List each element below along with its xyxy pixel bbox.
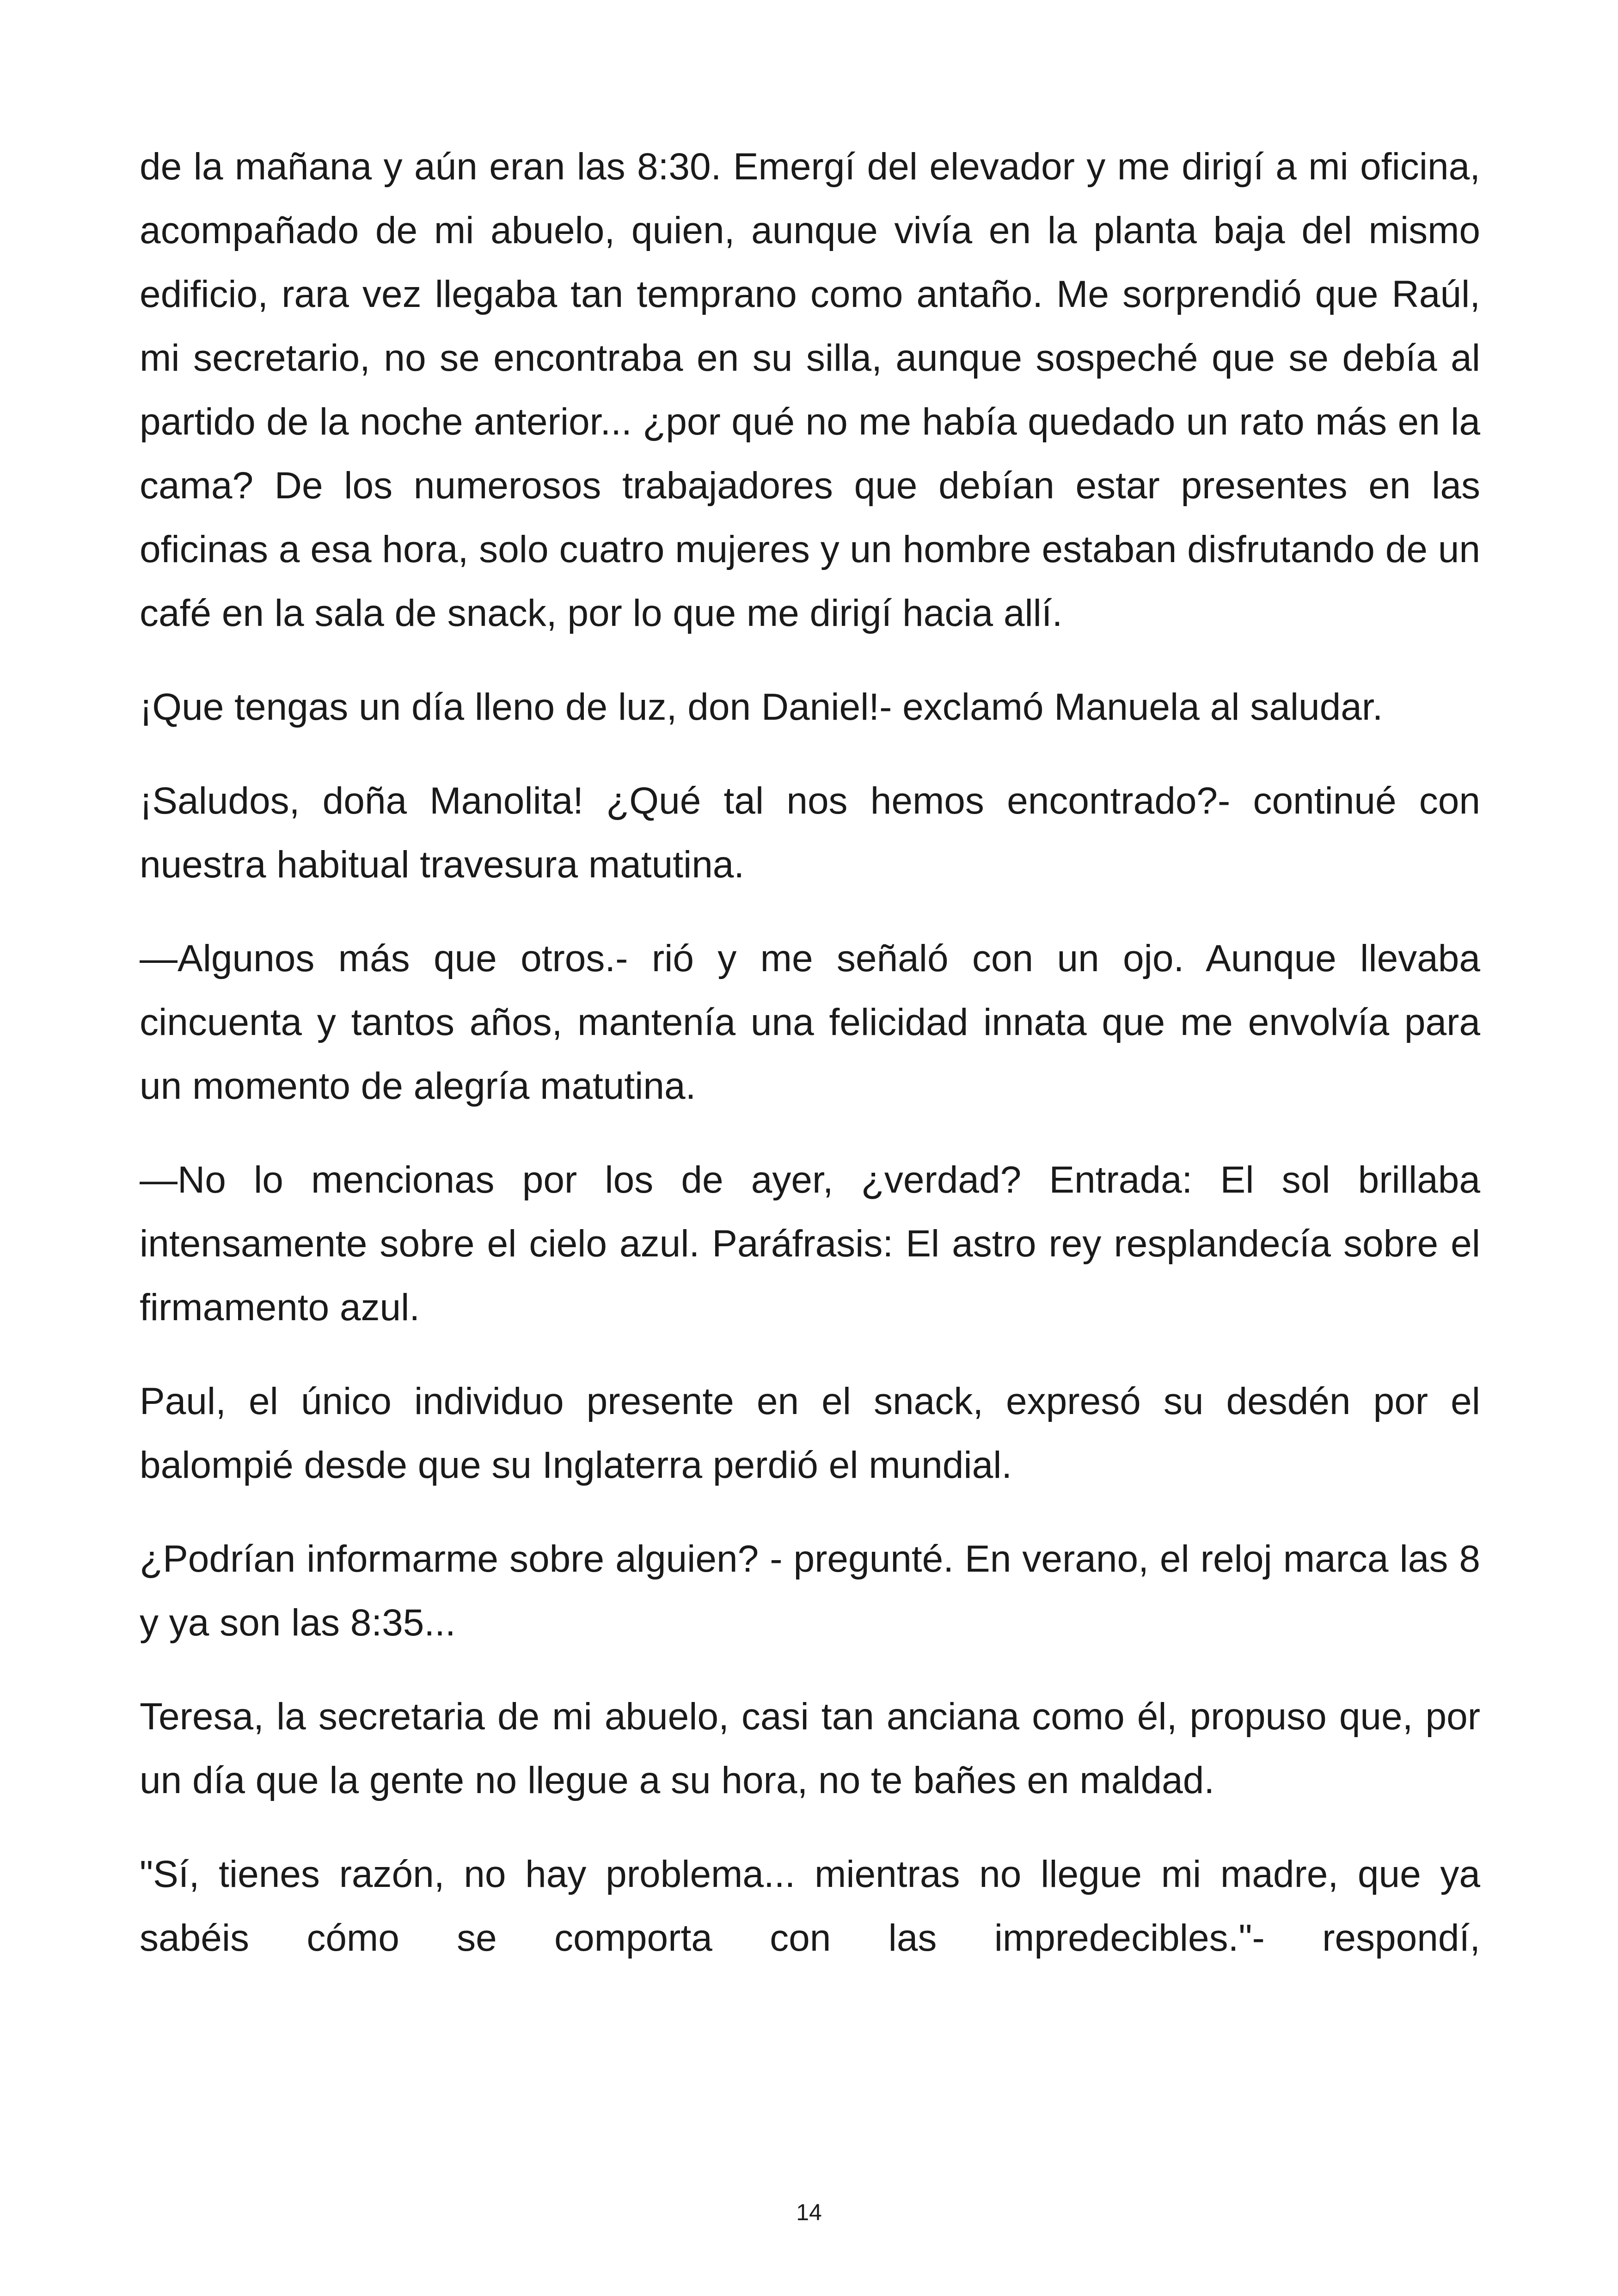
paragraph: ¡Saludos, doña Manolita! ¿Qué tal nos hemos encontrado?- continué con nuestra habitual travesura matutina.: [140, 780, 1480, 886]
paragraph: ¿Podrían informarme sobre alguien? - pregunté. En verano, el reloj marca las 8 y ya son las 8:35...: [140, 1538, 1480, 1644]
page-number: 14: [796, 2199, 822, 2225]
paragraph: "Sí, tienes razón, no hay problema... mientras no llegue mi madre, que ya sabéis cómo se comporta con las impredecibles."- respondí,: [140, 1853, 1480, 1959]
paragraph: Teresa, la secretaria de mi abuelo, casi tan anciana como él, propuso que, por un día que la gente no llegue a su hora, no te bañes en maldad.: [140, 1696, 1480, 1801]
paragraph: —Algunos más que otros.- rió y me señaló con un ojo. Aunque llevaba cincuenta y tantos años, mantenía una felicidad innata que me envolvía para un momento de alegría matutina.: [140, 937, 1480, 1107]
body-text: [140, 135, 1480, 1970]
paragraph: ¡Que tengas un día lleno de luz, don Daniel!- exclamó Manuela al saludar.: [140, 686, 1383, 728]
paragraph: Paul, el único individuo presente en el snack, expresó su desdén por el balompié desde que su Inglaterra perdió el mundial.: [140, 1380, 1480, 1486]
paragraph: de la mañana y aún eran las 8:30. Emergí del elevador y me dirigí a mi oficina, acompañado de mi abuelo, quien, aunque vivía en la planta baja del mismo edificio, rara vez llegaba tan temprano como antaño. Me sorprendió que Raúl, mi secretario, no se encontraba en su silla, aunque sospeché que se debía al partido de la noche anterior... ¿por qué no me había quedado un rato más en la cama? De los numerosos trabajadores que debían estar presentes en las oficinas a esa hora, solo cuatro mujeres y un hombre estaban disfrutando de un café en la sala de snack, por lo que me dirigí hacia allí.: [140, 146, 1480, 634]
paragraph: —No lo mencionas por los de ayer, ¿verdad? Entrada: El sol brillaba intensamente sobre el cielo azul. Paráfrasis: El astro rey resplandecía sobre el firmamento azul.: [140, 1159, 1480, 1329]
